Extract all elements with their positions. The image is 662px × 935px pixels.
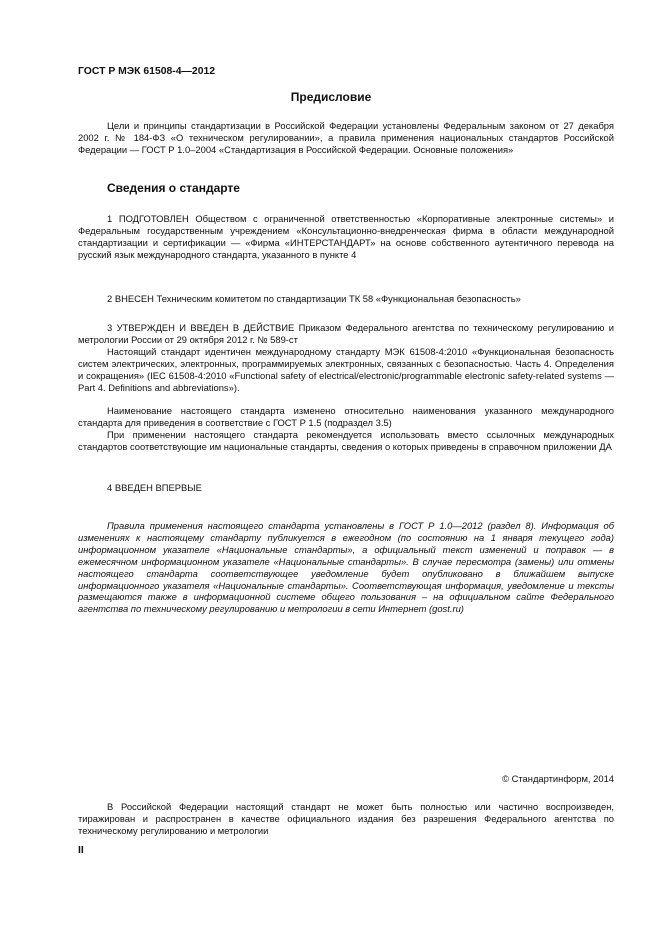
info-paragraph-1: 1 ПОДГОТОВЛЕН Обществом с ограниченной ответственностью «Корпоративные электронные системы» и Федеральным государственным учреждением «Консультационно-внедренческая фирма в области международной стандартизации и сертификации — «Фирма «ИНТЕРСТАНДАРТ» на основе собственного аутентичного перевода на русский язык международного стандарта, указанного в пункте 4 xyxy=(78,213,614,260)
info-paragraph-3-references: При применении настоящего стандарта рекомендуется использовать вместо ссылочных международных стандартов соответствующие им национальные стандарты, сведения о которых приведены в справочном приложении ДА xyxy=(78,429,614,452)
info-paragraph-3-identical: Настоящий стандарт идентичен международному стандарту МЭК 61508-4:2010 «Функциональная безопасность систем электрических, электронных, программируемых электронных, связанных с безопасностью. Часть 4. Определения и сокращения» (IEC 61508-4:2010 «Functional safety of electrical/electronic/programmable electronic safety-related systems — Part 4. Definitions and abbreviations»). xyxy=(78,346,614,393)
foreword-paragraph: Цели и принципы стандартизации в Российской Федерации установлены Федеральным законом от 27 декабря 2002 г. № 184-ФЗ «О техническом регулировании», а правила применения национальных стандартов Российской Федерации — ГОСТ Р 1.0–2004 «Стандартизация в Российской Федерации. Основные положения» xyxy=(78,120,614,155)
standard-code-header: ГОСТ Р МЭК 61508-4—2012 xyxy=(78,66,216,77)
info-paragraph-3-name-change: Наименование настоящего стандарта изменено относительно наименования указанного международного стандарта для приведения в соответствие с ГОСТ Р 1.5 (подраздел 3.5) xyxy=(78,405,614,428)
reproduction-notice: В Российской Федерации настоящий стандарт не может быть полностью или частично воспроизведен, тиражирован и распространен в качестве официального издания без разрешения Федерального агентства по техническому регулированию и метрологии xyxy=(78,801,614,836)
copyright-line: © Стандартинформ, 2014 xyxy=(502,773,614,784)
foreword-title: Предисловие xyxy=(290,90,372,104)
info-paragraph-2: 2 ВНЕСЕН Техническим комитетом по стандартизации ТК 58 «Функциональная безопасность» xyxy=(107,293,521,304)
standard-info-title: Сведения о стандарте xyxy=(107,181,240,195)
info-paragraph-4: 4 ВВЕДЕН ВПЕРВЫЕ xyxy=(107,482,202,493)
info-paragraph-3: 3 УТВЕРЖДЕН И ВВЕДЕН В ДЕЙСТВИЕ Приказом Федерального агентства по техническому регулированию и метрологии России от 29 октября 2012 г. № 589-ст xyxy=(78,322,614,345)
page-number: II xyxy=(78,845,84,856)
publication-notice: Правила применения настоящего стандарта установлены в ГОСТ Р 1.0—2012 (раздел 8). Информация об изменениях к настоящему стандарту публикуется в ежегодном (по состоянию на 1 января текущего года) информационном указателе «Национальные стандарты», а официальный текст изменений и поправок — в ежемесячном информационном указателе «Национальные стандарты». В случае пересмотра (замены) или отмены настоящего стандарта соответствующее уведомление будет опубликовано в ближайшем выпуске информационного указателя «Национальные стандарты». Соответствующая информация, уведомление и тексты размещаются также в информационной системе общего пользования – на официальном сайте Федерального агентства по техническому регулированию и метрологии в сети Интернет (gost.ru) xyxy=(78,520,614,615)
